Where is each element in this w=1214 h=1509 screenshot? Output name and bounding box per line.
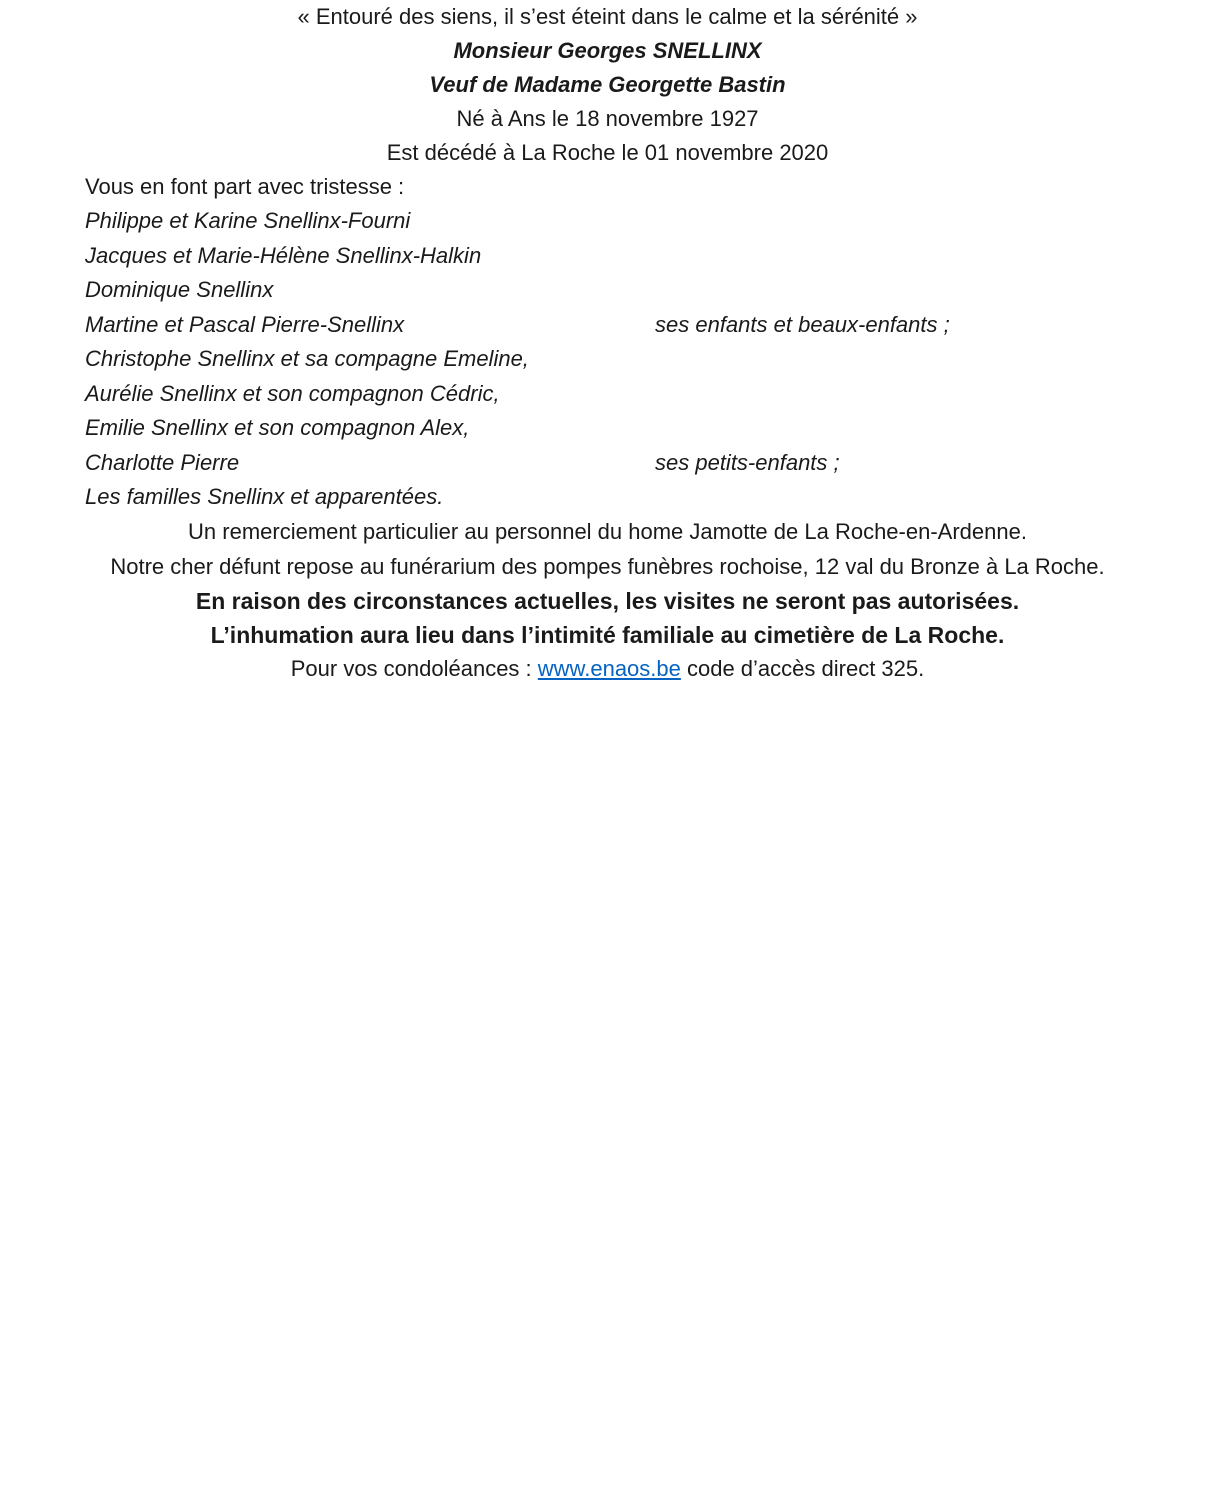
list-item: Christophe Snellinx et sa compagne Emeline, [85,346,529,371]
list-item-text: Charlotte Pierre [85,449,240,475]
list-item-text: Martine et Pascal Pierre-Snellinx [85,311,405,337]
children-list [85,204,1130,342]
epitaph-quote: « Entouré des siens, il s’est éteint dans le calme et la sérénité » [297,4,918,29]
birth-line: Né à Ans le 18 novembre 1927 [456,106,759,131]
relation-label-children: ses enfants et beaux-enfants ; [655,311,950,337]
list-item: Jacques et Marie-Hélène Snellinx-Halkin [85,242,482,268]
death-line: Est décédé à La Roche le 01 novembre 2020 [386,140,829,165]
enaos-link[interactable]: www.enaos.be [537,656,681,681]
list-item [85,308,1130,343]
widower-line: Veuf de Madame Georgette Bastin [429,72,786,97]
condolences-line [85,652,1130,686]
grandchildren-list [85,342,1130,480]
thanks-line-1: Un remerciement particulier au personnel du home Jamotte de La Roche-en-Ardenne. [188,519,1027,544]
list-item: Emilie Snellinx et son compagnon Alex, [85,415,470,440]
dates-block [85,102,1130,170]
thanks-block [85,514,1130,584]
relation-label-grandchildren: ses petits-enfants ; [655,449,840,475]
condolences-suffix: code d’accès direct 325. [680,656,925,681]
families-line: Les familles Snellinx et apparentées. [85,484,444,509]
obituary-content [85,0,1130,686]
announcement-intro: Vous en font part avec tristesse : [85,174,405,199]
visits-notice: En raison des circonstances actuelles, les visites ne seront pas autorisées. [195,588,1020,614]
list-item [85,446,1130,481]
deceased-name: Monsieur Georges SNELLINX [453,38,762,63]
burial-notice: L’inhumation aura lieu dans l’intimité familiale au cimetière de La Roche. [210,622,1005,648]
condolences-prefix: Pour vos condoléances : [290,656,538,681]
list-item: Aurélie Snellinx et son compagnon Cédric, [85,380,500,406]
thanks-line-2: Notre cher défunt repose au funérarium des pompes funèbres rochoise, 12 val du Bronze à La Roche. [110,554,1105,579]
list-item: Philippe et Karine Snellinx-Fourni [85,208,411,233]
list-item: Dominique Snellinx [85,277,274,302]
